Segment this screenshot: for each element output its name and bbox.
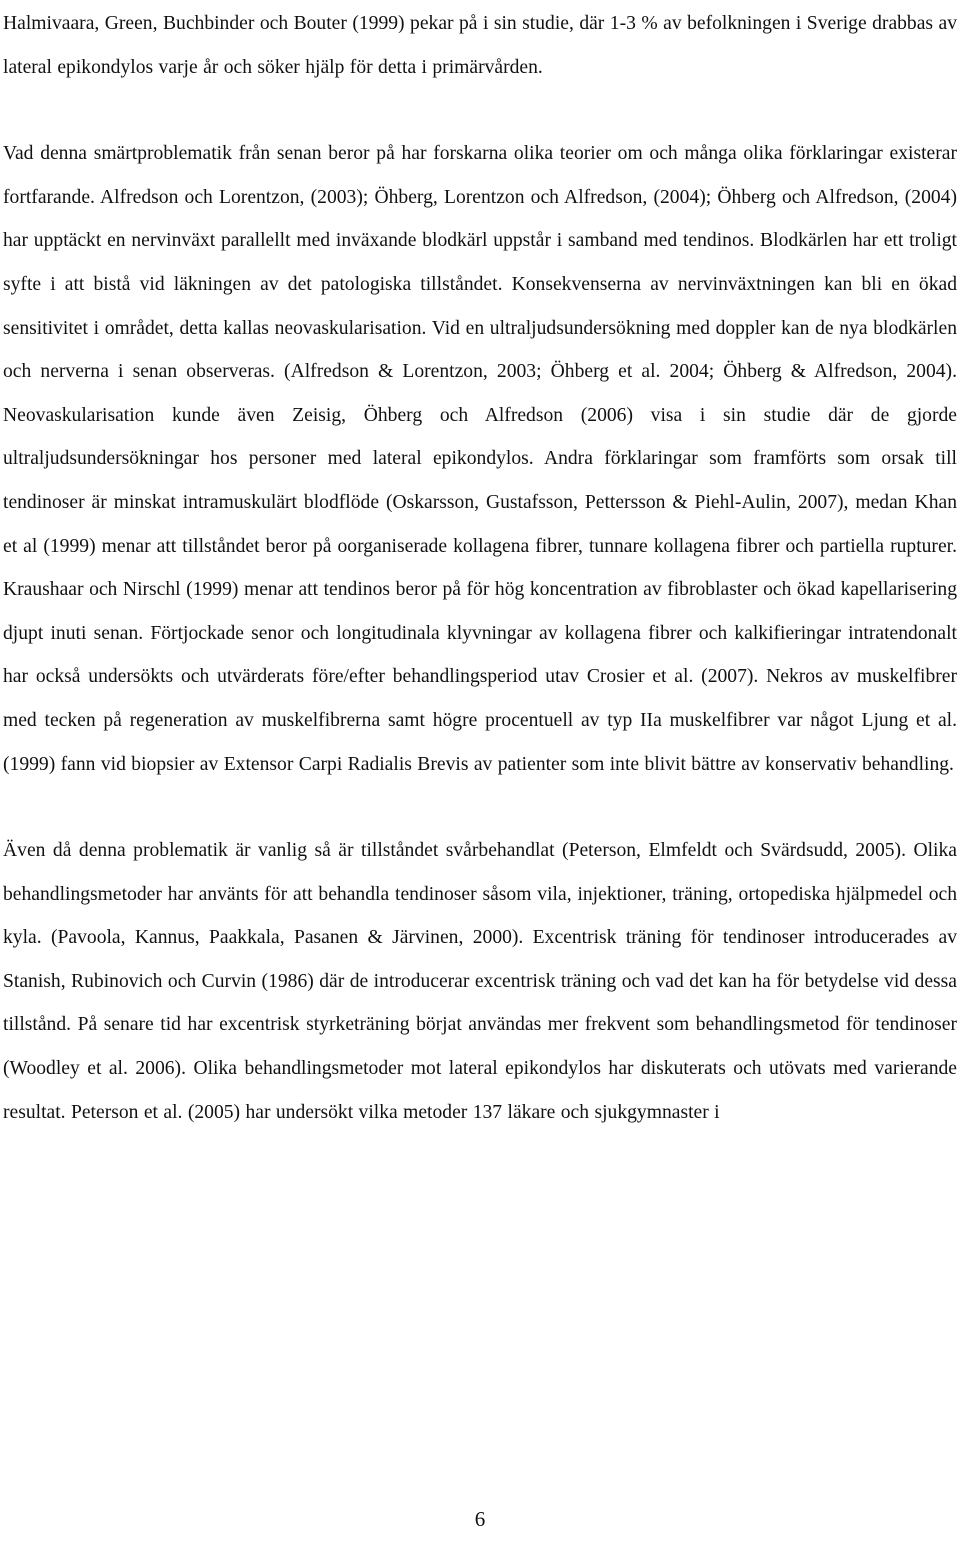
- page-number: 6: [474, 1507, 486, 1531]
- body-text: [3, 2, 957, 1134]
- paragraph-etiology: Vad denna smärtproblematik från senan beror på har forskarna olika teorier om och många olika förklaringar existerar fortfarande. Alfredson och Lorentzon, (2003); Öhberg, Lorentzon och Alfredson, (2004); Öhberg och Alfredson, (2004) har upptäckt en nervinväxt parallellt med inväxande blodkärl uppstår i samband med tendinos. Blodkärlen har ett troligt syfte i att bistå vid läkningen av det patologiska tillståndet. Konsekvenserna av nervinväxtningen kan bli en ökad sensitivitet i området, detta kallas neovaskularisation. Vid en ultraljudsundersökning med doppler kan de nya blodkärlen och nerverna i senan observeras. (Alfredson & Lorentzon, 2003; Öhberg et al. 2004; Öhberg & Alfredson, 2004). Neovaskularisation kunde även Zeisig, Öhberg och Alfredson (2006) visa i sin studie där de gjorde ultraljudsundersökningar hos personer med lateral epikondylos. Andra förklaringar som framförts som orsak till tendinoser är minskat intramuskulärt blodflöde (Oskarsson, Gustafsson, Pettersson & Piehl-Aulin, 2007), medan Khan et al (1999) menar att tillståndet beror på oorganiserade kollagena fibrer, tunnare kollagena fibrer och partiella rupturer. Kraushaar och Nirschl (1999) menar att tendinos beror på för hög koncentration av fibroblaster och ökad kapellarisering djupt inuti senan. Förtjockade senor och longitudinala klyvningar av kollagena fibrer och kalkifieringar intratendonalt har också undersökts och utvärderats före/efter behandlingsperiod utav Crosier et al. (2007). Nekros av muskelfibrer med tecken på regeneration av muskelfibrerna samt högre procentuell av typ IIa muskelfibrer var något Ljung et al. (1999) fann vid biopsier av Extensor Carpi Radialis Brevis av patienter som inte blivit bättre av konservativ behandling.: [3, 143, 957, 775]
- paragraph-prevalence: Halmivaara, Green, Buchbinder och Bouter (1999) pekar på i sin studie, där 1-3 % av befolkningen i Sverige drabbas av lateral epikondylos varje år och söker hjälp för detta i primärvården.: [3, 13, 957, 78]
- paragraph-treatment: Även då denna problematik är vanlig så är tillståndet svårbehandlat (Peterson, Elmfeldt och Svärdsudd, 2005). Olika behandlingsmetoder har använts för att behandla tendinoser såsom vila, injektioner, träning, ortopediska hjälpmedel och kyla. (Pavoola, Kannus, Paakkala, Pasanen & Järvinen, 2000). Excentrisk träning för tendinoser introducerades av Stanish, Rubinovich och Curvin (1986) där de introducerar excentrisk träning och vad det kan ha för betydelse vid dessa tillstånd. På senare tid har excentrisk styrketräning börjat användas mer frekvent som behandlingsmetod för tendinoser (Woodley et al. 2006). Olika behandlingsmetoder mot lateral epikondylos har diskuterats och utövats med varierande resultat. Peterson et al. (2005) har undersökt vilka metoder 137 läkare och sjukgymnaster i: [3, 840, 957, 1123]
